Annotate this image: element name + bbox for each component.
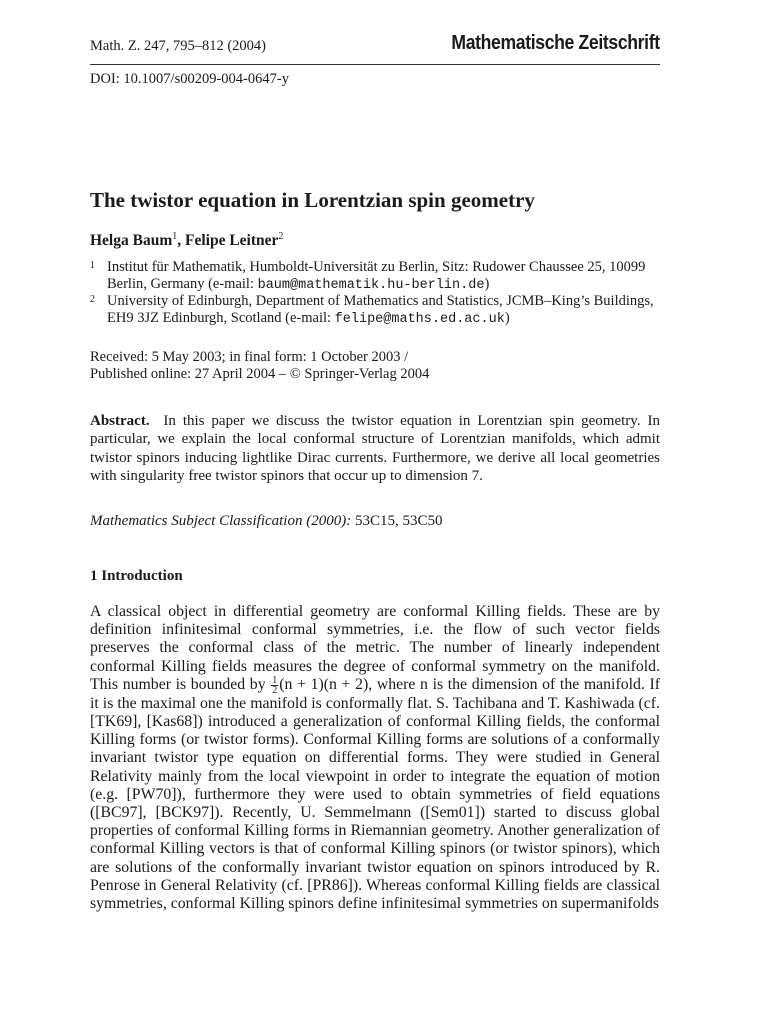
journal-citation: Math. Z. 247, 795–812 (2004) bbox=[90, 38, 266, 54]
paragraph-text-continued: , where n is the dimension of the manifold. If it is the maximal one the manifold is conformally flat. S. Tachibana and T. Kashiwada (cf. [TK69], [Kas68]) introduced a generalization of conformal Killing fields, the conformal Killing forms (or twistor forms). Conformal Killing forms are solutions of a conformally invariant twistor type equation on differential forms. They were studied in General Relativity mainly from the local viewpoint in order to integrate the equation of motion (e.g. [PW70]), furthermore they were used to obtain symmetries of field equations ([BC97], [BCK97]). Recently, U. Semmelmann ([Sem01]) started to discuss global properties of conformal Killing forms in Riemannian geometry. Another generalization of conformal Killing vectors is that of conformal Killing spinors (or twistor spinors), which are solutions of the conformally invariant twistor equation on spinors introduced by R. Penrose in General Relativity (cf. [PR86]). Whereas conformal Killing fields are classical symmetries, conformal Killing spinors define infinitesimal symmetries on supermanifolds bbox=[90, 675, 660, 913]
article-title: The twistor equation in Lorentzian spin geometry bbox=[90, 188, 535, 212]
paragraph-text: A classical object in differential geometry are conformal Killing fields. These are by definition infinitesimal conformal symmetries, i.e. the flow of such vector fields preserves the conformal class of the metric. The number of linearly independent conformal Killing fields measures the degree of conformal symmetry on the manifold. This number is bounded by bbox=[90, 603, 660, 693]
fraction bbox=[271, 676, 278, 695]
journal-name: Mathematische Zeitschrift bbox=[451, 32, 660, 54]
affiliation-mark: 2 bbox=[90, 294, 95, 305]
formula: (n + 1)(n + 2) bbox=[279, 675, 369, 693]
author-affiliation-mark: 1 bbox=[172, 231, 178, 242]
affiliation-text bbox=[90, 293, 662, 328]
affiliation-address: Institut für Mathematik, Humboldt-Universität zu Berlin, Sitz: Rudower Chaussee 25, 10099 Berlin, Germany (e-mail: bbox=[107, 259, 646, 292]
author-list bbox=[90, 232, 283, 250]
subject-classification bbox=[90, 513, 442, 530]
affiliation-address: University of Edinburgh, Department of Mathematics and Statistics, JCMB–King’s Buildings, EH9 3JZ Edinburgh, Scotland (e-mail: bbox=[107, 293, 654, 326]
affiliation bbox=[90, 293, 662, 328]
running-head bbox=[90, 32, 660, 64]
affiliation-mark: 1 bbox=[90, 260, 95, 271]
author-email-link[interactable]: felipe@maths.ed.ac.uk bbox=[334, 312, 505, 327]
fraction-denominator: 2 bbox=[272, 684, 278, 696]
abstract-label: Abstract. bbox=[90, 413, 150, 429]
msc-label: Mathematics Subject Classification (2000): bbox=[90, 513, 352, 529]
author-name: Helga Baum bbox=[90, 232, 173, 249]
msc-codes: 53C15, 53C50 bbox=[354, 513, 443, 529]
affiliation-close: ) bbox=[504, 310, 510, 326]
author-affiliation-mark: 2 bbox=[278, 231, 284, 242]
section-heading: 1 Introduction bbox=[90, 568, 183, 584]
received-date: Received: 5 May 2003; in final form: 1 October 2003 / bbox=[90, 349, 409, 365]
affiliation bbox=[90, 259, 662, 294]
header-rule bbox=[90, 64, 660, 65]
author-email-link[interactable]: baum@mathematik.hu-berlin.de bbox=[257, 278, 485, 293]
fraction-numerator: 1 bbox=[272, 674, 278, 686]
publication-dates bbox=[90, 349, 429, 383]
affiliation-close: ) bbox=[484, 276, 490, 292]
published-date: Published online: 27 April 2004 – © Springer-Verlag 2004 bbox=[90, 366, 430, 382]
abstract-text: In this paper we discuss the twistor equation in Lorentzian spin geometry. In particular, we explain the local conformal structure of Lorentzian manifolds, which admit twistor spinors inducing lightlike Dirac currents. Furthermore, we derive all local geometries with singularity free twistor spinors that occur up to dimension 7. bbox=[90, 413, 660, 485]
abstract bbox=[90, 412, 660, 486]
affiliation-text bbox=[90, 259, 662, 294]
introduction-paragraph bbox=[90, 603, 660, 913]
doi: DOI: 10.1007/s00209-004-0647-y bbox=[90, 71, 289, 87]
author-name: Felipe Leitner bbox=[185, 232, 279, 249]
author-separator: , bbox=[177, 232, 185, 249]
